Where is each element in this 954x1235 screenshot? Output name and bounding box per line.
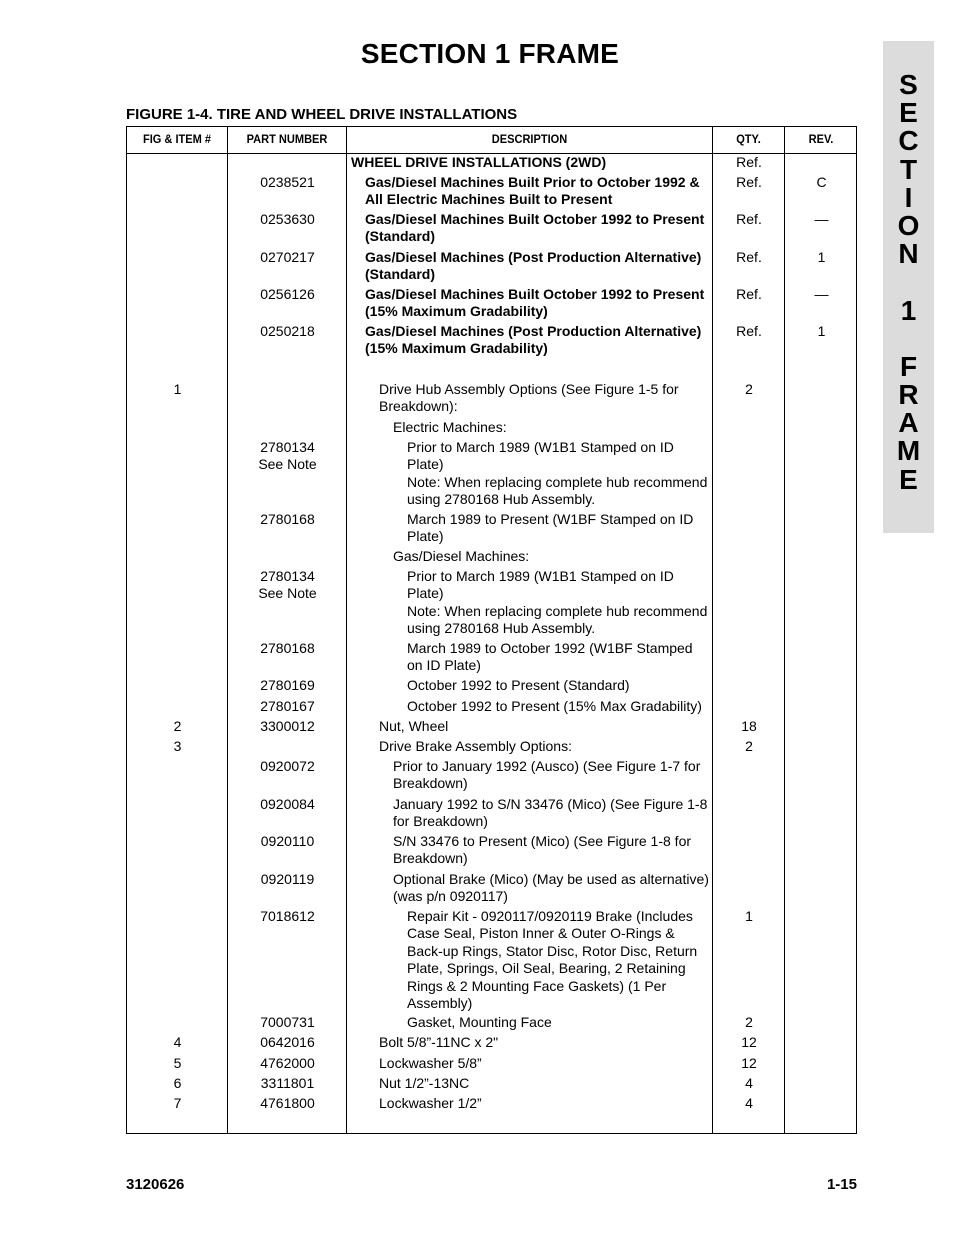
fig-item-cell: 1 xyxy=(173,381,182,397)
side-tab-letter xyxy=(883,268,934,296)
qty-cell: Ref. xyxy=(736,174,762,190)
rev-cell: 1 xyxy=(817,323,826,339)
document-number: 3120626 xyxy=(126,1176,185,1193)
side-tab-letters xyxy=(883,71,934,494)
description-cell: Prior to January 1992 (Ausco) (See Figure 1-7 for Breakdown) xyxy=(393,758,701,792)
part-number-cell: 0253630 xyxy=(260,211,315,227)
side-tab-letter: I xyxy=(904,181,913,213)
description-cell: Gas/Diesel Machines (Post Production Alternative) (15% Maximum Gradability) xyxy=(365,323,702,357)
part-number-cell: 0920110 xyxy=(260,833,315,849)
fig-item-cell: 5 xyxy=(173,1055,182,1071)
page-title: SECTION 1 FRAME xyxy=(360,38,620,69)
part-number-cell: 3311801 xyxy=(260,1075,315,1091)
side-tab-letter: C xyxy=(898,125,919,157)
part-number-cell: 0920072 xyxy=(260,758,315,774)
qty-cell: 4 xyxy=(745,1075,753,1091)
description-cell: Gasket, Mounting Face xyxy=(407,1014,552,1030)
description-cell: Gas/Diesel Machines (Post Production Alternative) (Standard) xyxy=(365,249,702,283)
part-number-cell: 4762000 xyxy=(260,1055,315,1071)
description-cell: Prior to March 1989 (W1B1 Stamped on ID Plate) Note: When replacing complete hub recommend using 2780168 Hub Assembly. xyxy=(407,568,708,637)
side-tab-letter: E xyxy=(899,463,918,495)
section-side-tab xyxy=(883,41,934,533)
side-tab-letter: O xyxy=(897,209,920,241)
qty-cell: Ref. xyxy=(736,154,762,170)
header-part-number: PART NUMBER xyxy=(246,132,328,146)
part-number-cell: 2780167 xyxy=(260,698,315,714)
description-cell: S/N 33476 to Present (Mico) (See Figure 1-8 for Breakdown) xyxy=(393,833,692,867)
side-tab-letter: F xyxy=(899,350,918,382)
rev-cell: C xyxy=(816,174,827,190)
qty-cell: 18 xyxy=(741,718,757,734)
side-tab-letter: T xyxy=(899,153,918,185)
qty-cell: 2 xyxy=(745,381,753,397)
qty-cell: Ref. xyxy=(736,286,762,302)
side-tab-letter: A xyxy=(898,407,919,439)
qty-cell: 12 xyxy=(741,1055,757,1071)
rev-cell: 1 xyxy=(817,249,826,265)
page-number: 1-15 xyxy=(826,1176,857,1193)
side-tab-letter: M xyxy=(896,435,921,467)
description-cell: Gas/Diesel Machines Built October 1992 to Present (Standard) xyxy=(365,211,705,245)
qty-cell: Ref. xyxy=(736,211,762,227)
part-number-cell: 3300012 xyxy=(260,718,315,734)
header-fig-item: FIG & ITEM # xyxy=(142,132,212,146)
part-number-cell: 0256126 xyxy=(260,286,315,302)
side-tab-letter: 1 xyxy=(900,294,917,326)
fig-item-cell: 2 xyxy=(173,718,182,734)
description-cell: Nut 1/2”-13NC xyxy=(379,1075,470,1091)
part-number-cell: 0642016 xyxy=(260,1034,315,1050)
fig-item-cell: 4 xyxy=(173,1034,182,1050)
description-cell: Optional Brake (Mico) (May be used as alternative) (was p/n 0920117) xyxy=(393,871,709,905)
header-qty: QTY. xyxy=(736,132,761,146)
description-cell: Gas/Diesel Machines Built October 1992 to Present (15% Maximum Gradability) xyxy=(365,286,705,320)
rev-cell: — xyxy=(814,286,829,302)
fig-item-cell: 6 xyxy=(173,1075,182,1091)
description-cell: Prior to March 1989 (W1B1 Stamped on ID Plate) Note: When replacing complete hub recommend using 2780168 Hub Assembly. xyxy=(407,439,708,508)
side-tab-letter: S xyxy=(899,69,918,100)
qty-cell: Ref. xyxy=(736,249,762,265)
part-number-cell: 4761800 xyxy=(260,1095,315,1111)
part-number-cell: 0238521 xyxy=(260,174,315,190)
description-cell: March 1989 to October 1992 (W1BF Stamped on ID Plate) xyxy=(407,640,693,674)
description-cell: Lockwasher 1/2” xyxy=(379,1095,482,1111)
column-divider xyxy=(346,127,347,1133)
description-cell: Gas/Diesel Machines Built Prior to October 1992 & All Electric Machines Built to Present xyxy=(365,174,700,208)
description-cell: Gas/Diesel Machines: xyxy=(393,548,530,564)
description-cell: Repair Kit - 0920117/0920119 Brake (Includes Case Seal, Piston Inner & Outer O-Rings & Back-up Rings, Stator Disc, Rotor Disc, Return Plate, Springs, Oil Seal, Bearing, 2 Retaining Rings & 2 Mounting Face Gaskets) (1 Per Assembly) xyxy=(407,908,698,1012)
description-cell: Drive Hub Assembly Options (See Figure 1-5 for Breakdown): xyxy=(379,381,679,415)
description-cell: Lockwasher 5/8” xyxy=(379,1055,482,1071)
qty-cell: Ref. xyxy=(736,323,762,339)
description-cell: October 1992 to Present (15% Max Gradability) xyxy=(407,698,702,714)
part-number-cell: 0920119 xyxy=(260,871,315,887)
qty-cell: 2 xyxy=(745,1014,753,1030)
description-cell: January 1992 to S/N 33476 (Mico) (See Figure 1-8 for Breakdown) xyxy=(393,796,708,830)
qty-cell: 1 xyxy=(745,908,753,924)
side-tab-letter: E xyxy=(899,97,918,129)
column-divider xyxy=(227,127,228,1133)
figure-caption: FIGURE 1-4. TIRE AND WHEEL DRIVE INSTALLATIONS xyxy=(126,106,518,123)
header-description: DESCRIPTION xyxy=(491,132,568,146)
parts-table xyxy=(126,126,857,1134)
header-rev: REV. xyxy=(808,132,834,146)
qty-cell: 12 xyxy=(741,1034,757,1050)
part-number-cell: 2780134 See Note xyxy=(258,439,317,473)
column-divider xyxy=(784,127,785,1133)
side-tab-letter: R xyxy=(898,379,919,411)
fig-item-cell: 3 xyxy=(173,738,182,754)
part-number-cell: 2780168 xyxy=(260,640,315,656)
qty-cell: 4 xyxy=(745,1095,753,1111)
description-cell: Nut, Wheel xyxy=(379,718,449,734)
part-number-cell: 0920084 xyxy=(260,796,315,812)
column-divider xyxy=(712,127,713,1133)
part-number-cell: 2780134 See Note xyxy=(258,568,317,602)
description-cell: WHEEL DRIVE INSTALLATIONS (2WD) xyxy=(351,154,607,170)
description-cell: Electric Machines: xyxy=(393,419,507,435)
qty-cell: 2 xyxy=(745,738,753,754)
part-number-cell: 7000731 xyxy=(260,1014,315,1030)
part-number-cell: 2780168 xyxy=(260,511,315,527)
part-number-cell: 0270217 xyxy=(260,249,315,265)
part-number-cell: 7018612 xyxy=(260,908,315,924)
side-tab-letter xyxy=(883,325,934,353)
description-cell: March 1989 to Present (W1BF Stamped on ID Plate) xyxy=(407,511,694,545)
description-cell: Bolt 5/8”-11NC x 2" xyxy=(379,1034,499,1050)
description-cell: Drive Brake Assembly Options: xyxy=(379,738,572,754)
fig-item-cell: 7 xyxy=(173,1095,182,1111)
description-cell: October 1992 to Present (Standard) xyxy=(407,677,630,693)
side-tab-letter: N xyxy=(898,238,919,270)
part-number-cell: 0250218 xyxy=(260,323,315,339)
rev-cell: — xyxy=(814,211,829,227)
part-number-cell: 2780169 xyxy=(260,677,315,693)
